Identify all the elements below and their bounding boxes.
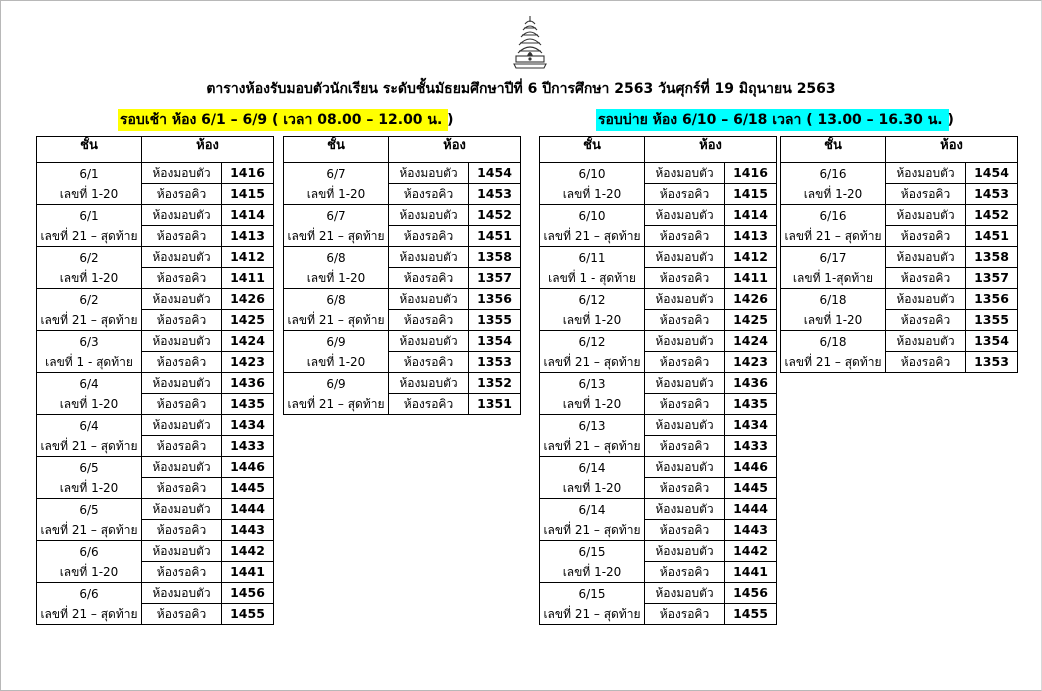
waiting-room-label: ห้องรอคิว [645, 394, 725, 415]
waiting-room-label: ห้องรอคิว [645, 478, 725, 499]
waiting-room-label: ห้องรอคิว [645, 184, 725, 205]
student-range: เลขที่ 21 – สุดท้าย [40, 228, 138, 243]
class-cell [781, 247, 886, 289]
student-range: เลขที่ 21 – สุดท้าย [287, 228, 385, 243]
class-cell [37, 583, 142, 625]
class-cell [284, 205, 389, 247]
handover-room-label: ห้องมอบตัว [389, 205, 469, 226]
student-range: เลขที่ 1 - สุดท้าย [45, 354, 133, 369]
table-row [540, 373, 777, 394]
class-name: 6/7 [326, 208, 346, 223]
waiting-room-number: 1455 [222, 604, 274, 625]
student-range: เลขที่ 1-20 [59, 480, 119, 495]
student-range: เลขที่ 1-20 [562, 396, 622, 411]
class-cell [540, 541, 645, 583]
school-emblem-icon [513, 14, 547, 70]
handover-room-number: 1444 [222, 499, 274, 520]
handover-room-label: ห้องมอบตัว [645, 373, 725, 394]
waiting-room-label: ห้องรอคิว [142, 184, 222, 205]
student-range: เลขที่ 21 – สุดท้าย [40, 312, 138, 327]
student-range: เลขที่ 21 – สุดท้าย [784, 228, 882, 243]
student-range: เลขที่ 1-20 [59, 564, 119, 579]
waiting-room-number: 1425 [725, 310, 777, 331]
waiting-room-label: ห้องรอคิว [142, 310, 222, 331]
class-name: 6/10 [578, 166, 606, 181]
class-cell [37, 457, 142, 499]
class-name: 6/9 [326, 334, 346, 349]
table-row [540, 499, 777, 520]
class-cell [540, 289, 645, 331]
class-name: 6/11 [578, 250, 606, 265]
class-name: 6/3 [79, 334, 99, 349]
class-cell [284, 289, 389, 331]
table-row [37, 457, 274, 478]
waiting-room-number: 1411 [725, 268, 777, 289]
handover-room-number: 1446 [222, 457, 274, 478]
class-name: 6/13 [578, 418, 606, 433]
class-cell [540, 499, 645, 541]
student-range: เลขที่ 1 - สุดท้าย [548, 270, 636, 285]
handover-room-label: ห้องมอบตัว [142, 415, 222, 436]
class-name: 6/4 [79, 376, 99, 391]
class-cell [540, 205, 645, 247]
table-row [781, 331, 1018, 352]
table-row [781, 247, 1018, 268]
waiting-room-number: 1355 [469, 310, 521, 331]
handover-room-number: 1442 [725, 541, 777, 562]
class-name: 6/8 [326, 292, 346, 307]
handover-room-label: ห้องมอบตัว [142, 163, 222, 184]
waiting-room-label: ห้องรอคิว [645, 310, 725, 331]
table-row [37, 415, 274, 436]
handover-room-label: ห้องมอบตัว [389, 331, 469, 352]
handover-room-label: ห้องมอบตัว [645, 541, 725, 562]
student-range: เลขที่ 21 – สุดท้าย [543, 606, 641, 621]
handover-room-number: 1446 [725, 457, 777, 478]
afternoon-table-1 [539, 136, 777, 625]
waiting-room-number: 1433 [222, 436, 274, 457]
waiting-room-label: ห้องรอคิว [645, 604, 725, 625]
class-cell [781, 331, 886, 373]
class-name: 6/6 [79, 586, 99, 601]
handover-room-number: 1416 [725, 163, 777, 184]
class-cell [37, 205, 142, 247]
class-name: 6/15 [578, 586, 606, 601]
waiting-room-label: ห้องรอคิว [142, 436, 222, 457]
table-header-row [781, 137, 1018, 163]
handover-room-number: 1356 [966, 289, 1018, 310]
student-range: เลขที่ 1-20 [562, 564, 622, 579]
handover-room-number: 1442 [222, 541, 274, 562]
handover-room-label: ห้องมอบตัว [645, 289, 725, 310]
waiting-room-number: 1357 [469, 268, 521, 289]
class-cell [781, 205, 886, 247]
handover-room-label: ห้องมอบตัว [142, 205, 222, 226]
table-row [540, 247, 777, 268]
student-range: เลขที่ 21 – สุดท้าย [287, 396, 385, 411]
class-cell [37, 289, 142, 331]
handover-room-label: ห้องมอบตัว [142, 499, 222, 520]
waiting-room-label: ห้องรอคิว [886, 268, 966, 289]
table-row [781, 205, 1018, 226]
handover-room-label: ห้องมอบตัว [142, 289, 222, 310]
handover-room-number: 1452 [966, 205, 1018, 226]
handover-room-number: 1424 [725, 331, 777, 352]
morning-session-label: รอบเช้า ห้อง 6/1 – 6/9 ( เวลา 08.00 – 12.00 น. ) [118, 109, 448, 131]
waiting-room-label: ห้องรอคิว [389, 268, 469, 289]
waiting-room-number: 1453 [469, 184, 521, 205]
handover-room-number: 1412 [725, 247, 777, 268]
morning-table-1 [36, 136, 274, 625]
handover-room-label: ห้องมอบตัว [142, 541, 222, 562]
waiting-room-number: 1453 [966, 184, 1018, 205]
waiting-room-label: ห้องรอคิว [142, 352, 222, 373]
class-name: 6/6 [79, 544, 99, 559]
class-name: 6/15 [578, 544, 606, 559]
student-range: เลขที่ 21 – สุดท้าย [543, 438, 641, 453]
handover-room-label: ห้องมอบตัว [645, 415, 725, 436]
table-row [284, 205, 521, 226]
class-name: 6/7 [326, 166, 346, 181]
student-range: เลขที่ 21 – สุดท้าย [543, 228, 641, 243]
handover-room-label: ห้องมอบตัว [142, 583, 222, 604]
handover-room-number: 1452 [469, 205, 521, 226]
waiting-room-label: ห้องรอคิว [645, 562, 725, 583]
table-row [37, 289, 274, 310]
class-cell [540, 373, 645, 415]
handover-room-label: ห้องมอบตัว [645, 163, 725, 184]
handover-room-number: 1456 [725, 583, 777, 604]
handover-room-label: ห้องมอบตัว [645, 247, 725, 268]
waiting-room-label: ห้องรอคิว [389, 184, 469, 205]
waiting-room-number: 1435 [222, 394, 274, 415]
handover-room-label: ห้องมอบตัว [645, 499, 725, 520]
waiting-room-number: 1425 [222, 310, 274, 331]
handover-room-number: 1456 [222, 583, 274, 604]
header-room: ห้อง [142, 137, 274, 163]
student-range: เลขที่ 1-20 [562, 186, 622, 201]
handover-room-label: ห้องมอบตัว [142, 247, 222, 268]
student-range: เลขที่ 1-สุดท้าย [792, 270, 874, 285]
waiting-room-number: 1353 [469, 352, 521, 373]
waiting-room-number: 1433 [725, 436, 777, 457]
waiting-room-number: 1355 [966, 310, 1018, 331]
table-row [37, 373, 274, 394]
class-cell [781, 163, 886, 205]
handover-room-number: 1436 [725, 373, 777, 394]
student-range: เลขที่ 21 – สุดท้าย [287, 312, 385, 327]
class-name: 6/14 [578, 460, 606, 475]
class-name: 6/5 [79, 502, 99, 517]
page-title: ตารางห้องรับมอบตัวนักเรียน ระดับชั้นมัธยมศึกษาปีที่ 6 ปีการศึกษา 2563 วันศุกร์ที่ 19 มิถุนายน 2563 [206, 81, 836, 97]
table-row [284, 247, 521, 268]
handover-room-number: 1426 [725, 289, 777, 310]
handover-room-label: ห้องมอบตัว [886, 205, 966, 226]
student-range: เลขที่ 21 – สุดท้าย [543, 354, 641, 369]
class-name: 6/2 [79, 250, 99, 265]
table-row [37, 583, 274, 604]
waiting-room-number: 1423 [725, 352, 777, 373]
handover-room-number: 1354 [469, 331, 521, 352]
handover-room-label: ห้องมอบตัว [645, 583, 725, 604]
student-range: เลขที่ 21 – สุดท้าย [40, 606, 138, 621]
class-cell [37, 331, 142, 373]
waiting-room-number: 1451 [966, 226, 1018, 247]
class-name: 6/4 [79, 418, 99, 433]
class-cell [781, 289, 886, 331]
class-cell [37, 247, 142, 289]
waiting-room-label: ห้องรอคิว [389, 310, 469, 331]
waiting-room-label: ห้องรอคิว [645, 352, 725, 373]
handover-room-label: ห้องมอบตัว [886, 289, 966, 310]
student-range: เลขที่ 1-20 [803, 312, 863, 327]
waiting-room-number: 1423 [222, 352, 274, 373]
class-name: 6/5 [79, 460, 99, 475]
handover-room-number: 1352 [469, 373, 521, 394]
afternoon-session-label: รอบบ่าย ห้อง 6/10 – 6/18 เวลา ( 13.00 – 16.30 น. ) [596, 109, 949, 131]
handover-room-label: ห้องมอบตัว [142, 373, 222, 394]
waiting-room-number: 1455 [725, 604, 777, 625]
handover-room-number: 1436 [222, 373, 274, 394]
waiting-room-number: 1415 [725, 184, 777, 205]
class-cell [284, 247, 389, 289]
class-name: 6/13 [578, 376, 606, 391]
waiting-room-label: ห้องรอคิว [142, 394, 222, 415]
waiting-room-label: ห้องรอคิว [142, 562, 222, 583]
handover-room-number: 1424 [222, 331, 274, 352]
handover-room-number: 1434 [725, 415, 777, 436]
table-row [540, 457, 777, 478]
table-row [540, 205, 777, 226]
waiting-room-number: 1413 [222, 226, 274, 247]
student-range: เลขที่ 1-20 [306, 186, 366, 201]
handover-room-number: 1426 [222, 289, 274, 310]
class-cell [37, 499, 142, 541]
waiting-room-label: ห้องรอคิว [142, 226, 222, 247]
table-header-row [284, 137, 521, 163]
class-name: 6/8 [326, 250, 346, 265]
waiting-room-label: ห้องรอคิว [886, 310, 966, 331]
header-floor: ชั้น [540, 137, 645, 163]
handover-room-label: ห้องมอบตัว [389, 289, 469, 310]
header-room: ห้อง [645, 137, 777, 163]
waiting-room-label: ห้องรอคิว [142, 604, 222, 625]
handover-room-label: ห้องมอบตัว [142, 331, 222, 352]
handover-room-label: ห้องมอบตัว [389, 247, 469, 268]
waiting-room-label: ห้องรอคิว [142, 478, 222, 499]
waiting-room-number: 1441 [725, 562, 777, 583]
student-range: เลขที่ 21 – สุดท้าย [40, 522, 138, 537]
handover-room-label: ห้องมอบตัว [645, 457, 725, 478]
class-cell [37, 415, 142, 457]
table-row [37, 331, 274, 352]
student-range: เลขที่ 1-20 [562, 480, 622, 495]
handover-room-number: 1356 [469, 289, 521, 310]
class-name: 6/2 [79, 292, 99, 307]
class-cell [540, 415, 645, 457]
waiting-room-label: ห้องรอคิว [645, 520, 725, 541]
waiting-room-number: 1445 [725, 478, 777, 499]
handover-room-label: ห้องมอบตัว [886, 247, 966, 268]
class-cell [540, 583, 645, 625]
table-row [37, 541, 274, 562]
class-cell [540, 247, 645, 289]
student-range: เลขที่ 1-20 [306, 270, 366, 285]
table-row [284, 163, 521, 184]
student-range: เลขที่ 1-20 [306, 354, 366, 369]
handover-room-label: ห้องมอบตัว [645, 331, 725, 352]
waiting-room-number: 1435 [725, 394, 777, 415]
waiting-room-number: 1415 [222, 184, 274, 205]
table-row [37, 247, 274, 268]
waiting-room-number: 1353 [966, 352, 1018, 373]
table-header-row [37, 137, 274, 163]
waiting-room-label: ห้องรอคิว [886, 184, 966, 205]
class-cell [37, 373, 142, 415]
table-row [540, 415, 777, 436]
waiting-room-number: 1445 [222, 478, 274, 499]
handover-room-number: 1412 [222, 247, 274, 268]
waiting-room-label: ห้องรอคิว [886, 226, 966, 247]
table-row [540, 541, 777, 562]
handover-room-number: 1416 [222, 163, 274, 184]
student-range: เลขที่ 1-20 [59, 396, 119, 411]
header-room: ห้อง [389, 137, 521, 163]
table-row [781, 289, 1018, 310]
class-name: 6/12 [578, 292, 606, 307]
class-cell [540, 163, 645, 205]
class-name: 6/1 [79, 208, 99, 223]
table-row [37, 205, 274, 226]
class-name: 6/12 [578, 334, 606, 349]
waiting-room-label: ห้องรอคิว [645, 226, 725, 247]
handover-room-label: ห้องมอบตัว [645, 205, 725, 226]
class-cell [540, 331, 645, 373]
handover-room-number: 1414 [222, 205, 274, 226]
table-row [37, 163, 274, 184]
class-name: 6/9 [326, 376, 346, 391]
waiting-room-number: 1441 [222, 562, 274, 583]
header-floor: ชั้น [37, 137, 142, 163]
table-row [37, 499, 274, 520]
class-name: 6/1 [79, 166, 99, 181]
morning-table-2 [283, 136, 521, 415]
header-room: ห้อง [886, 137, 1018, 163]
class-name: 6/10 [578, 208, 606, 223]
waiting-room-label: ห้องรอคิว [389, 352, 469, 373]
handover-room-label: ห้องมอบตัว [389, 163, 469, 184]
header-floor: ชั้น [284, 137, 389, 163]
handover-room-number: 1444 [725, 499, 777, 520]
table-header-row [540, 137, 777, 163]
class-cell [540, 457, 645, 499]
waiting-room-number: 1351 [469, 394, 521, 415]
waiting-room-number: 1411 [222, 268, 274, 289]
afternoon-table-2 [780, 136, 1018, 373]
table-row [284, 289, 521, 310]
table-row [781, 163, 1018, 184]
table-row [540, 163, 777, 184]
waiting-room-label: ห้องรอคิว [645, 436, 725, 457]
table-row [540, 331, 777, 352]
waiting-room-number: 1451 [469, 226, 521, 247]
waiting-room-number: 1357 [966, 268, 1018, 289]
class-cell [37, 541, 142, 583]
handover-room-number: 1454 [469, 163, 521, 184]
handover-room-label: ห้องมอบตัว [142, 457, 222, 478]
handover-room-label: ห้องมอบตัว [886, 163, 966, 184]
class-cell [284, 331, 389, 373]
class-cell [37, 163, 142, 205]
class-name: 6/18 [819, 334, 847, 349]
waiting-room-label: ห้องรอคิว [389, 226, 469, 247]
class-name: 6/16 [819, 208, 847, 223]
student-range: เลขที่ 1-20 [562, 312, 622, 327]
handover-room-number: 1358 [469, 247, 521, 268]
student-range: เลขที่ 21 – สุดท้าย [543, 522, 641, 537]
class-cell [284, 163, 389, 205]
handover-room-number: 1414 [725, 205, 777, 226]
student-range: เลขที่ 1-20 [59, 270, 119, 285]
table-row [540, 583, 777, 604]
waiting-room-number: 1443 [222, 520, 274, 541]
student-range: เลขที่ 21 – สุดท้าย [40, 438, 138, 453]
waiting-room-label: ห้องรอคิว [142, 268, 222, 289]
handover-room-label: ห้องมอบตัว [886, 331, 966, 352]
handover-room-number: 1454 [966, 163, 1018, 184]
handover-room-number: 1358 [966, 247, 1018, 268]
waiting-room-number: 1443 [725, 520, 777, 541]
table-row [284, 331, 521, 352]
student-range: เลขที่ 1-20 [803, 186, 863, 201]
handover-room-number: 1354 [966, 331, 1018, 352]
student-range: เลขที่ 21 – สุดท้าย [784, 354, 882, 369]
handover-room-number: 1434 [222, 415, 274, 436]
header-floor: ชั้น [781, 137, 886, 163]
handover-room-label: ห้องมอบตัว [389, 373, 469, 394]
waiting-room-label: ห้องรอคิว [645, 268, 725, 289]
table-row [540, 289, 777, 310]
student-range: เลขที่ 1-20 [59, 186, 119, 201]
class-name: 6/16 [819, 166, 847, 181]
waiting-room-label: ห้องรอคิว [142, 520, 222, 541]
class-name: 6/14 [578, 502, 606, 517]
class-name: 6/17 [819, 250, 847, 265]
class-cell [284, 373, 389, 415]
waiting-room-label: ห้องรอคิว [389, 394, 469, 415]
waiting-room-number: 1413 [725, 226, 777, 247]
table-row [284, 373, 521, 394]
waiting-room-label: ห้องรอคิว [886, 352, 966, 373]
class-name: 6/18 [819, 292, 847, 307]
